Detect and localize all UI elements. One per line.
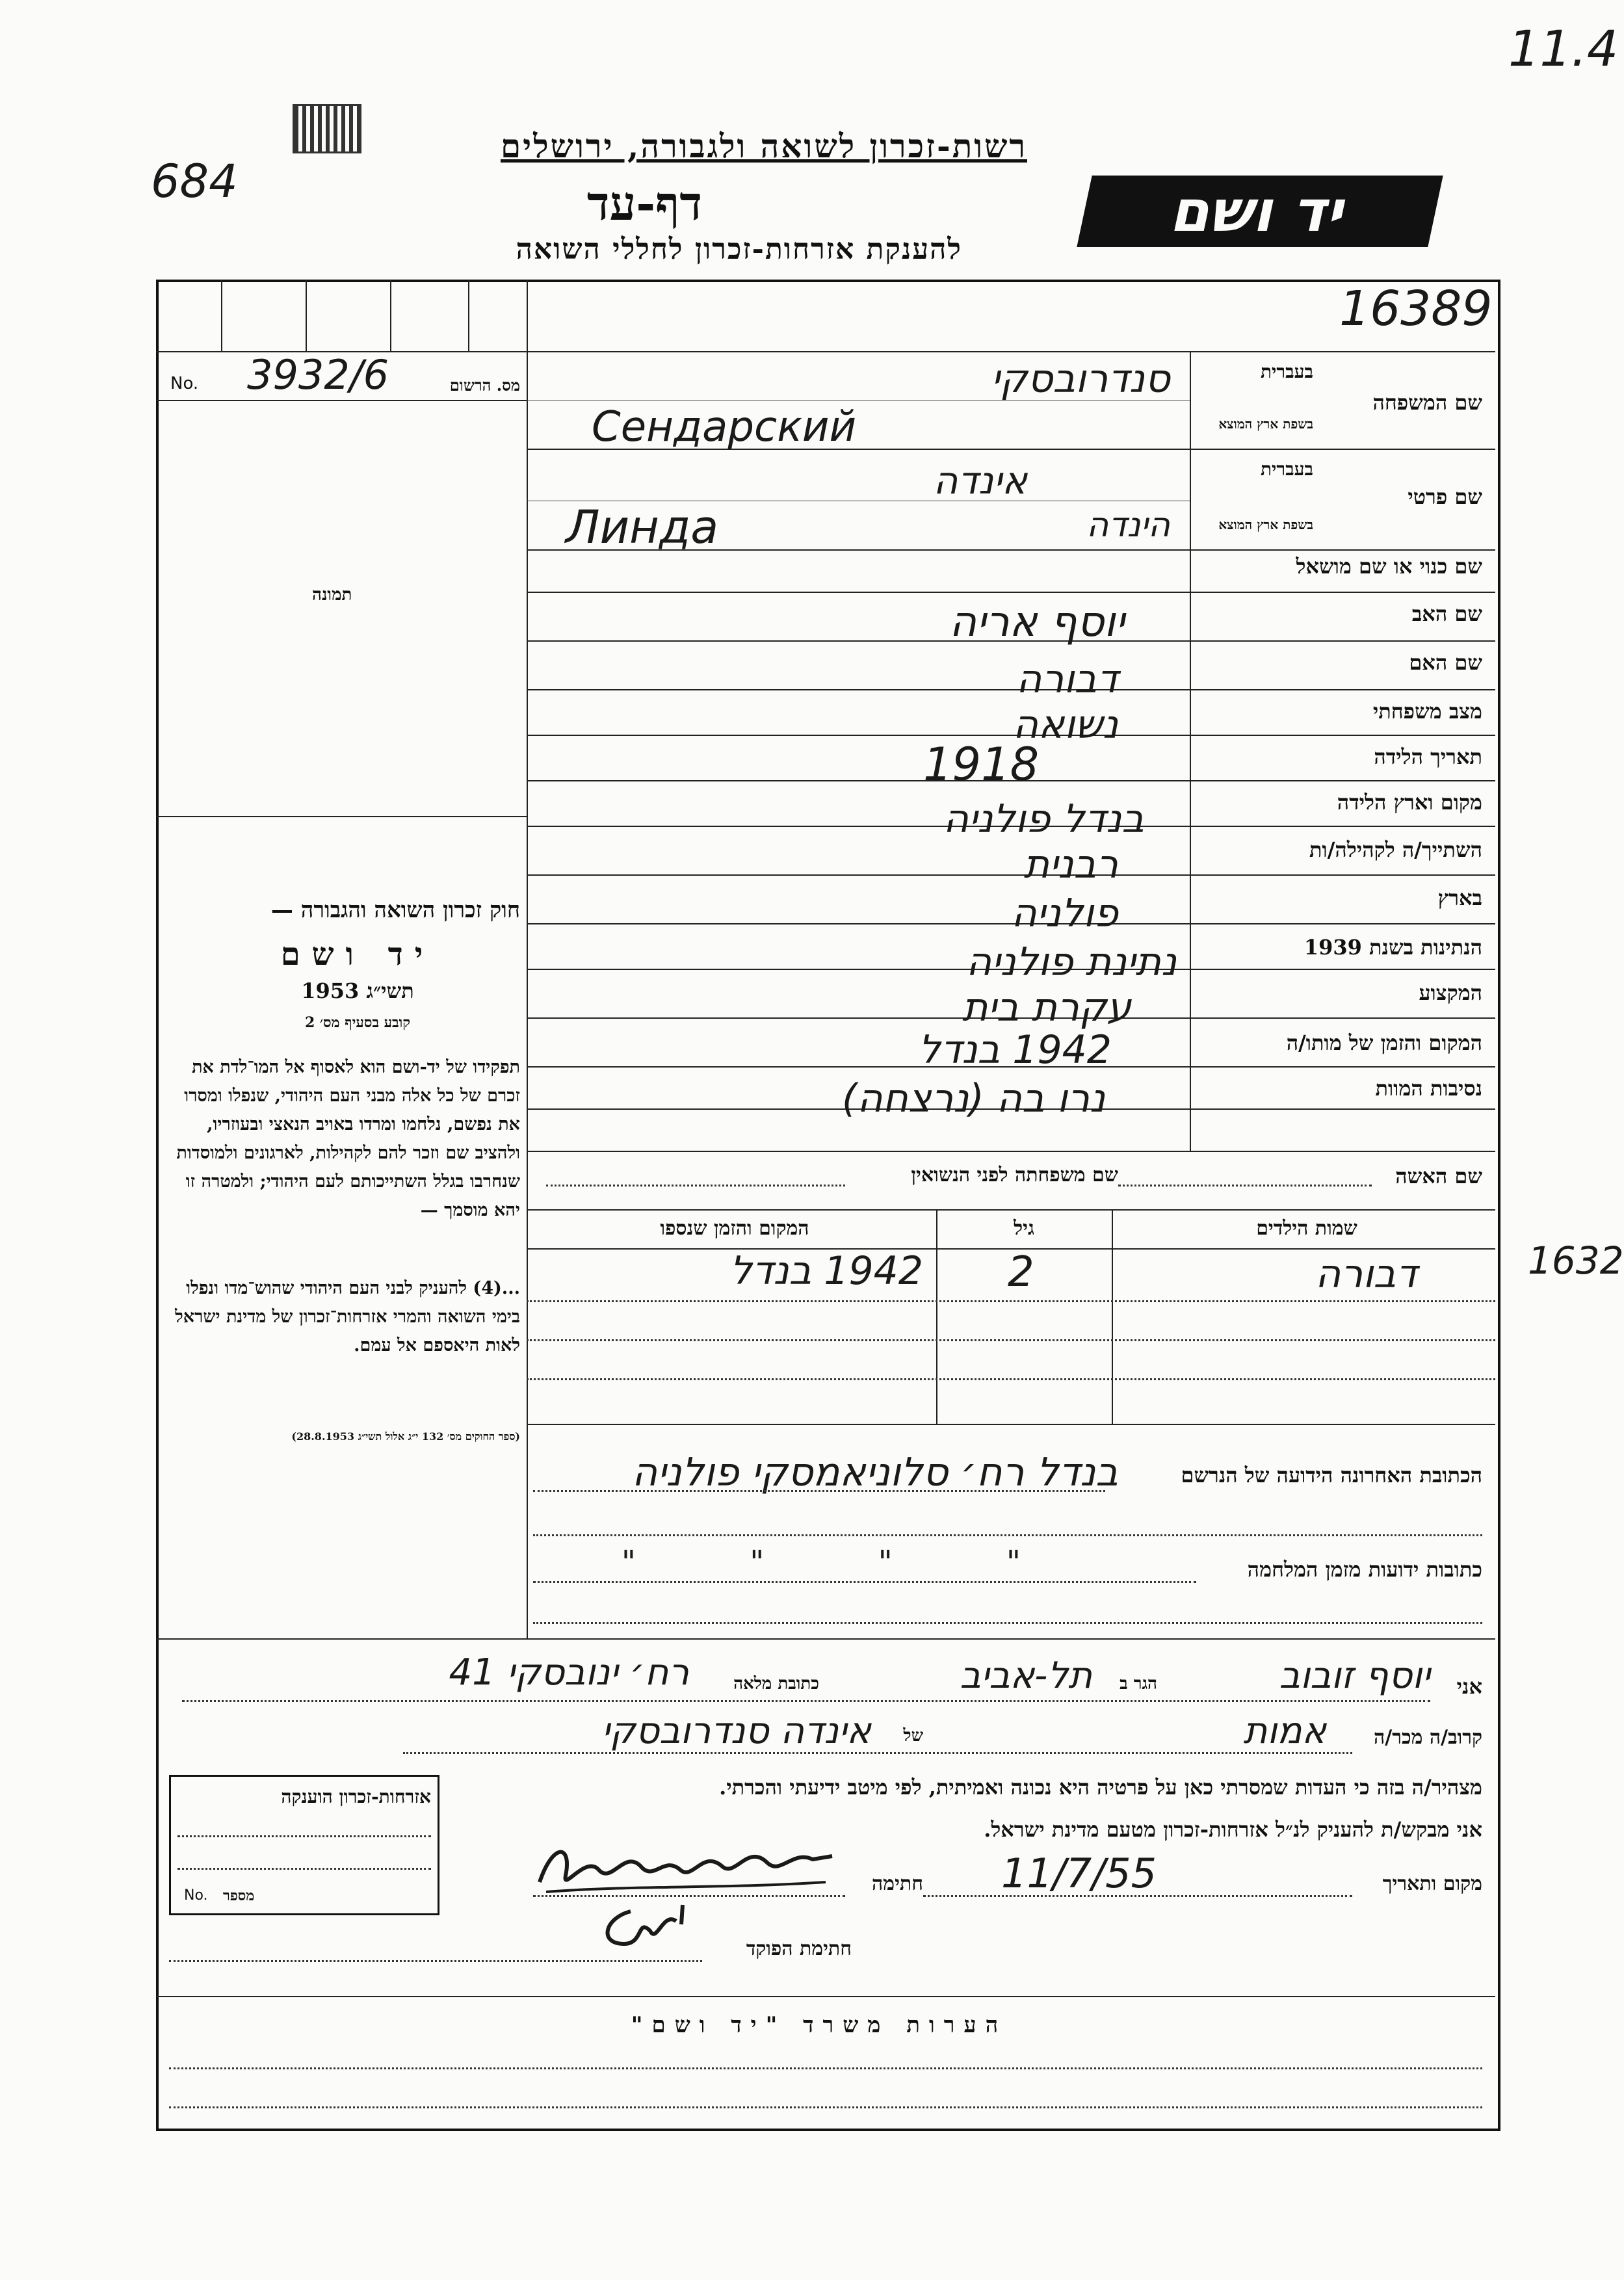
- declaration-date: 11/7/55: [1001, 1850, 1157, 1897]
- box-no-he-label: מספר: [223, 1887, 255, 1904]
- declarant-resides-label: הגר ב: [1120, 1674, 1157, 1694]
- request-text: אני מבקש/ת להעניק לנ״ל אזרחות-זכרון מטעם מדינת ישראל.: [984, 1817, 1482, 1842]
- maiden-name-label: שם משפחתה לפני הנשואין: [911, 1164, 1118, 1186]
- remarks-title: הערות משרד "יד ושם": [631, 2012, 1008, 2038]
- law-clause: קובע בסעיף מס׳ 2: [304, 1014, 411, 1031]
- citizenship-label: הנתינות בשנת 1939: [1303, 935, 1482, 960]
- marital-status-label: מצב משפחתי: [1372, 699, 1482, 724]
- declarant-city: תל-אביב: [960, 1655, 1092, 1697]
- stamp-mark-icon: [293, 104, 361, 153]
- memorial-citizenship-box: [169, 1775, 439, 1915]
- profession-label: המקצוע: [1419, 980, 1482, 1005]
- relation: אמות: [1243, 1710, 1326, 1752]
- death-cause-label: נסיבות המוות: [1375, 1076, 1482, 1101]
- form-title: דף-עד: [586, 176, 702, 231]
- registration-label: מס. הרשום: [449, 376, 520, 395]
- nickname-label: שם כנוי או שם מושאל: [1296, 554, 1482, 579]
- birth-date: 1918: [923, 738, 1040, 791]
- law-name: יד ושם: [280, 936, 435, 973]
- birth-place-label: מקום וארץ הלידה: [1337, 790, 1482, 815]
- country-label: בארץ: [1437, 885, 1482, 910]
- form-subtitle: להענקת אזרחות-זכרון לחללי השואה: [516, 233, 962, 266]
- margin-number: 1632: [1528, 1238, 1624, 1283]
- logo-text: יד ושם: [1166, 177, 1354, 244]
- box-no-label: No.: [184, 1887, 208, 1904]
- death-place: 1942 בנדל: [918, 1027, 1112, 1073]
- father-label: שם האב: [1411, 601, 1482, 626]
- yad-vashem-logo: [1077, 176, 1443, 247]
- registration-no-label: No.: [170, 374, 199, 393]
- form-serial-number: 16389: [1339, 281, 1493, 337]
- children-names-header: שמות הילדים: [1256, 1217, 1357, 1240]
- declarant-name: יוסף זובוב: [1279, 1655, 1430, 1697]
- official-signature-label: חתימת הפוקד: [746, 1937, 852, 1960]
- first-name-origin-label: בשפת ארץ המוצא: [1218, 517, 1313, 532]
- law-paragraph-1: תפקידו של יד-ושם הוא לאסוף אל המו־לדת את זכרם של כל אלה מבני העם היהודי, שנפלו ומסרו את נפשם, נלחמו ומרדו באויב הנאצי ובעוזריו, ולהציב שם וזכר להם לקהילות, לארגונים ולמוסדות שנחרבו בגלל השתייכותם לעם היהודי; ולמטרה זו יהא מוסמך —: [176, 1057, 520, 1220]
- family-name-label: שם המשפחה: [1372, 390, 1482, 415]
- relation-of-label: של: [903, 1726, 923, 1746]
- last-address-label: הכתובת האחרונה הידועה של הנרשם: [1181, 1463, 1482, 1487]
- children-place-header: המקום והזמן שנספו: [660, 1217, 809, 1240]
- family-name-hebrew: סנדרובסקי: [991, 356, 1170, 402]
- citizenship: נתינת פולניה: [966, 939, 1177, 985]
- declarant-address-label: כתובת מלאה: [733, 1674, 819, 1694]
- children-age-header: גיל: [1014, 1217, 1034, 1240]
- marital-status: נשואה: [1012, 702, 1118, 748]
- top-right-number: 11.4: [1508, 20, 1619, 77]
- law-title: חוק זכרון השואה והגבורה —: [270, 897, 520, 923]
- first-name-origin: Линда: [566, 501, 719, 554]
- relation-of-name: אינדה סנדרובסקי: [601, 1710, 871, 1752]
- child-death-place: 1942 בנדל: [729, 1248, 923, 1294]
- community-label: השתייך/ה לקהילה/ות: [1309, 837, 1482, 862]
- last-address: בנדל רח׳ סלוניאמסקי פולניה: [632, 1450, 1118, 1495]
- child-age: 2: [1008, 1248, 1034, 1296]
- signature-label: חתימה: [872, 1872, 923, 1895]
- birth-place: בנדל פולניה: [943, 796, 1144, 842]
- law-year: תשי״ג 1953: [301, 978, 414, 1003]
- declaration-text: מצהיר/ה בזה כי העדות שמסרתי כאן על פרטיה היא נכונה ואמיתית, לפי מיטב ידיעתי והכרתי.: [719, 1775, 1482, 1800]
- first-name-alt: הינדה: [1086, 506, 1170, 545]
- family-name-origin: Сендарский: [592, 403, 857, 451]
- child-name: דבורה: [1315, 1251, 1417, 1297]
- place-date-label: מקום ותאריך: [1382, 1872, 1482, 1895]
- death-cause: נרו בה (נרצחה): [842, 1076, 1105, 1121]
- family-name-hebrew-label: בעברית: [1260, 361, 1313, 382]
- declarant-signature-icon: [533, 1830, 839, 1902]
- official-signature-icon: [592, 1898, 702, 1957]
- first-name-label: שם פרטי: [1408, 484, 1482, 509]
- profession: עקרת בית: [962, 985, 1131, 1030]
- law-paragraph-2: ...(4) להעניק לבני העם היהודי שהוש־מדו ונפלו בימי השואה והמרי אזרחות־זכרון של מדינת ישראל לאות היאספם אל עמם.: [175, 1278, 520, 1356]
- mother-name: דבורה: [1016, 657, 1118, 702]
- birth-date-label: תאריך הלידה: [1374, 744, 1482, 769]
- war-addresses-label: כתובות ידועות מזמן המלחמה: [1247, 1557, 1482, 1582]
- photo-label: תמונה: [312, 585, 352, 605]
- country: פולניה: [1011, 891, 1118, 936]
- memorial-citizenship-title: אזרחות-זכרון הוענקה: [281, 1786, 431, 1807]
- registration-number: 3932/6: [247, 351, 389, 399]
- death-place-label: המקום והזמן של מותו/ה: [1286, 1030, 1482, 1055]
- war-addresses: " " " ": [621, 1544, 1073, 1580]
- community: רבנית: [1023, 842, 1118, 887]
- relation-label: קרוב/ה מכר/ה: [1374, 1726, 1482, 1749]
- father-name: יוסף אריה: [949, 598, 1125, 646]
- header-authority: רשות-זכרון לשואה ולגבורה, ירושלים: [500, 127, 1027, 165]
- first-name-hebrew-label: בעברית: [1260, 458, 1313, 480]
- family-name-origin-label: בשפת ארץ המוצא: [1218, 416, 1313, 432]
- mother-label: שם האם: [1409, 650, 1482, 675]
- top-left-number: 684: [151, 155, 238, 208]
- declarant-i-label: אני: [1456, 1674, 1482, 1699]
- declarant-address: רח׳ ינובסקי 41: [449, 1651, 689, 1694]
- first-name-hebrew: אינדה: [933, 458, 1027, 503]
- wife-name-label: שם האשה: [1395, 1164, 1482, 1188]
- law-source: (ספר החוקים מס׳ 132 י״ג אלול תשי״ג 28.8.1953): [291, 1430, 520, 1443]
